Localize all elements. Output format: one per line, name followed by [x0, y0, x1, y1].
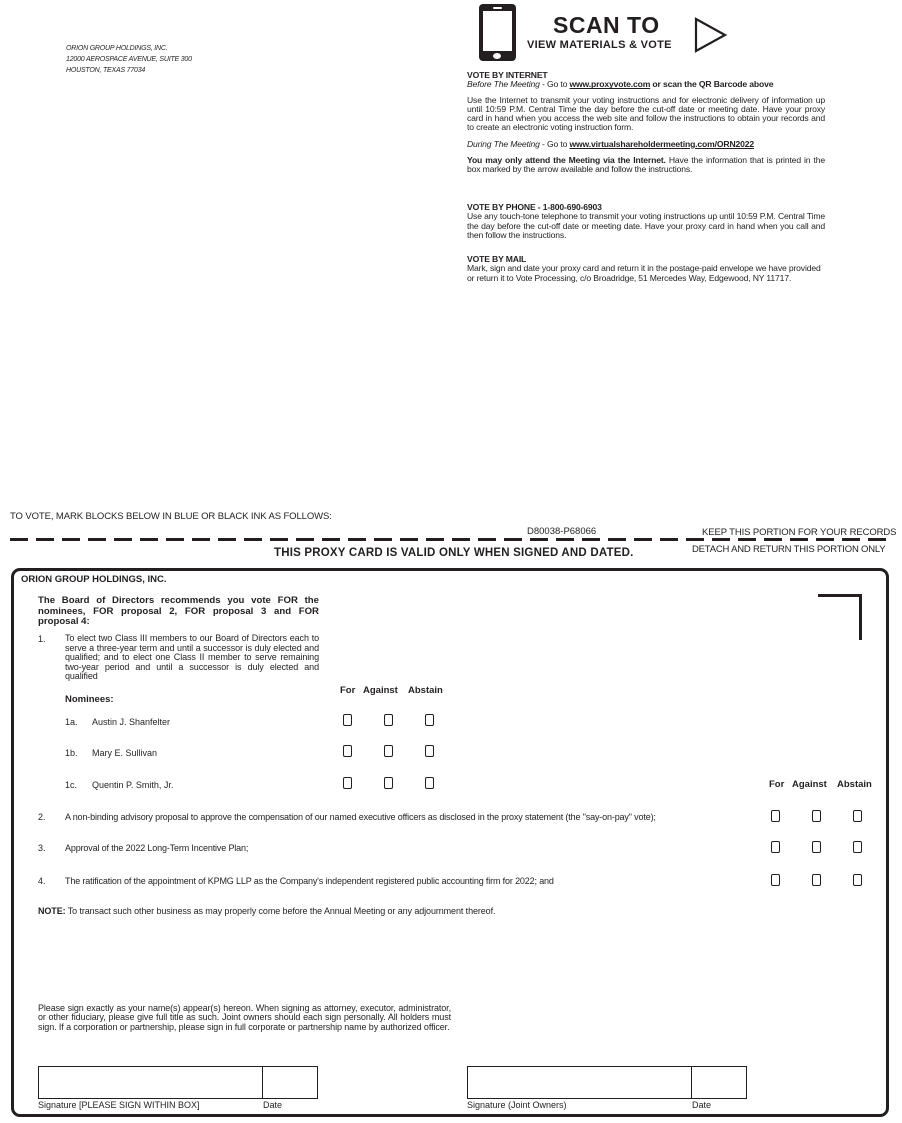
nominee-1a-for-checkbox[interactable]: [343, 714, 352, 726]
control-id: D80038-P68066: [527, 526, 597, 537]
proposal-3-for-checkbox[interactable]: [771, 841, 780, 853]
nominee-index: 1c.: [65, 780, 78, 790]
proposal-1-text: To elect two Class III members to our Board of Directors each to serve a three-year term and until a successor is duly elected and qualified; and to elect one Class II member to serve remaining two-year period and until a successor is duly elected and qualified: [65, 633, 319, 682]
detach-line: [10, 538, 890, 541]
proposal-2-text: A non-binding advisory proposal to approve the compensation of our named executive officers as disclosed in the proxy statement (the "say-on-pay" vote);: [65, 812, 656, 822]
proxyvote-link[interactable]: www.proxyvote.com: [569, 79, 651, 90]
internet-body: Use the Internet to transmit your voting instructions and for electronic delivery of information up until 10:59 P.M. Central Time the day before the cut-off date or meeting date. Have your proxy card in hand when you access the web site and follow the instructions to obtain your records and to create an electronic voting instruction form.: [467, 94, 825, 133]
proposal-3-against-checkbox[interactable]: [812, 841, 821, 853]
return-address: [66, 43, 192, 76]
virtual-meeting-link[interactable]: www.virtualshareholdermeeting.com/ORN2022: [569, 138, 755, 149]
signature-field[interactable]: [38, 1066, 263, 1099]
phone-body: Use any touch-tone telephone to transmit your voting instructions up until 10:59 P.M. Central Time the day before the cut-off date or meeting date. Have your proxy card in hand when you call and then follow the instructions.: [467, 211, 825, 240]
scan-subtitle: VIEW MATERIALS & VOTE: [527, 39, 672, 51]
before-go-text: - Go to: [539, 79, 570, 90]
joint-date-field[interactable]: [691, 1066, 747, 1099]
board-recommendation: The Board of Directors recommends you vote FOR the nominees, FOR proposal 2, FOR proposal 3 and FOR proposal 4:: [38, 595, 319, 627]
proposal-2-against-checkbox[interactable]: [812, 810, 821, 822]
proposal-4-for-checkbox[interactable]: [771, 874, 780, 886]
before-tail: or scan the QR Barcode above: [650, 79, 774, 90]
column-for: For: [340, 685, 356, 696]
proposal-4-number: 4.: [38, 876, 46, 886]
arrow-right-icon: [694, 17, 728, 53]
vote-by-mail-section: [467, 255, 825, 283]
nominee-1a-against-checkbox[interactable]: [384, 714, 393, 726]
registration-mark: [818, 594, 862, 597]
during-go-text: - Go to: [539, 138, 570, 149]
signature-label: Signature [PLEASE SIGN WITHIN BOX]: [38, 1100, 200, 1110]
column-abstain: Abstain: [408, 685, 443, 696]
column-for: For: [769, 779, 785, 790]
vote-by-phone-section: [467, 203, 825, 240]
mail-heading: VOTE BY MAIL: [467, 254, 527, 264]
signing-instructions: Please sign exactly as your name(s) appear(s) hereon. When signing as attorney, executor, administrator, or other fiduciary, please give full title as such. Joint owners should each sign personally. All holders must sign. If a corporation or partnership, please sign in full corporate or partnership name by authorized officer.: [38, 1003, 451, 1032]
note-text: To transact such other business as may properly come before the Annual Meeting or any adjournment thereof.: [65, 906, 496, 916]
nominees-label: Nominees:: [65, 694, 114, 705]
scan-title: SCAN TO: [553, 12, 660, 38]
phone-heading: VOTE BY PHONE - 1-800-690-6903: [467, 202, 602, 212]
attend-notice: You may only attend the Meeting via the Internet.: [467, 155, 666, 166]
date-field[interactable]: [262, 1066, 318, 1099]
joint-date-label: Date: [692, 1100, 712, 1110]
proposal-2-for-checkbox[interactable]: [771, 810, 780, 822]
proposal-2-abstain-checkbox[interactable]: [853, 810, 862, 822]
column-abstain: Abstain: [837, 779, 872, 790]
joint-signature-label: Signature (Joint Owners): [467, 1100, 567, 1110]
nominee-index: 1a.: [65, 717, 78, 727]
proposal-4-against-checkbox[interactable]: [812, 874, 821, 886]
nominee-1c-against-checkbox[interactable]: [384, 777, 393, 789]
column-against: Against: [792, 779, 827, 790]
proposal-3-abstain-checkbox[interactable]: [853, 841, 862, 853]
nominee-1c-abstain-checkbox[interactable]: [425, 777, 434, 789]
note-label: NOTE:: [38, 906, 66, 916]
nominee-name: Austin J. Shanfelter: [92, 717, 171, 727]
nominee-1b-against-checkbox[interactable]: [384, 745, 393, 757]
nominee-1b-for-checkbox[interactable]: [343, 745, 352, 757]
nominee-1c-for-checkbox[interactable]: [343, 777, 352, 789]
smartphone-icon: [479, 4, 516, 61]
proposal-3-text: Approval of the 2022 Long-Term Incentive Plan;: [65, 843, 249, 853]
date-label: Date: [263, 1100, 283, 1110]
before-meeting-label: Before The Meeting: [467, 79, 540, 90]
address-line-1: ORION GROUP HOLDINGS, INC.: [66, 45, 168, 52]
address-line-2: 12000 AEROSPACE AVENUE, SUITE 300: [66, 56, 192, 63]
attend-rest: Have the information that is printed in the box marked by the arrow available and follow the instructions.: [467, 155, 825, 175]
proposal-4-text: The ratification of the appointment of KPMG LLP as the Company's independent registered public accounting firm for 2022; and: [65, 876, 554, 886]
nominee-name: Quentin P. Smith, Jr.: [92, 780, 174, 790]
registration-mark: [859, 594, 862, 640]
proposal-4-abstain-checkbox[interactable]: [853, 874, 862, 886]
address-line-3: HOUSTON, TEXAS 77034: [66, 67, 146, 74]
nominee-1a-abstain-checkbox[interactable]: [425, 714, 434, 726]
nominee-index: 1b.: [65, 748, 78, 758]
keep-portion-label: KEEP THIS PORTION FOR YOUR RECORDS: [702, 527, 897, 538]
column-against: Against: [363, 685, 398, 696]
proposal-1-number: 1.: [38, 634, 46, 644]
during-meeting-label: During The Meeting: [467, 138, 540, 149]
joint-signature-field[interactable]: [467, 1066, 692, 1099]
proposal-3-number: 3.: [38, 843, 46, 853]
valid-notice: THIS PROXY CARD IS VALID ONLY WHEN SIGNED AND DATED.: [274, 547, 634, 559]
internet-heading: VOTE BY INTERNET: [467, 70, 548, 80]
mail-body: Mark, sign and date your proxy card and return it in the postage-paid envelope we have provided or return it to Vote Processing, c/o Broadridge, 51 Mercedes Way, Edgewood, NY 11717.: [467, 263, 821, 283]
vote-by-internet-section: [467, 71, 825, 175]
mark-instruction: TO VOTE, MARK BLOCKS BELOW IN BLUE OR BLACK INK AS FOLLOWS:: [10, 511, 332, 522]
company-name: ORION GROUP HOLDINGS, INC.: [21, 574, 167, 585]
note: [38, 906, 495, 916]
nominee-1b-abstain-checkbox[interactable]: [425, 745, 434, 757]
detach-return-label: DETACH AND RETURN THIS PORTION ONLY: [692, 544, 886, 555]
proposal-2-number: 2.: [38, 812, 46, 822]
nominee-name: Mary E. Sullivan: [92, 748, 158, 758]
